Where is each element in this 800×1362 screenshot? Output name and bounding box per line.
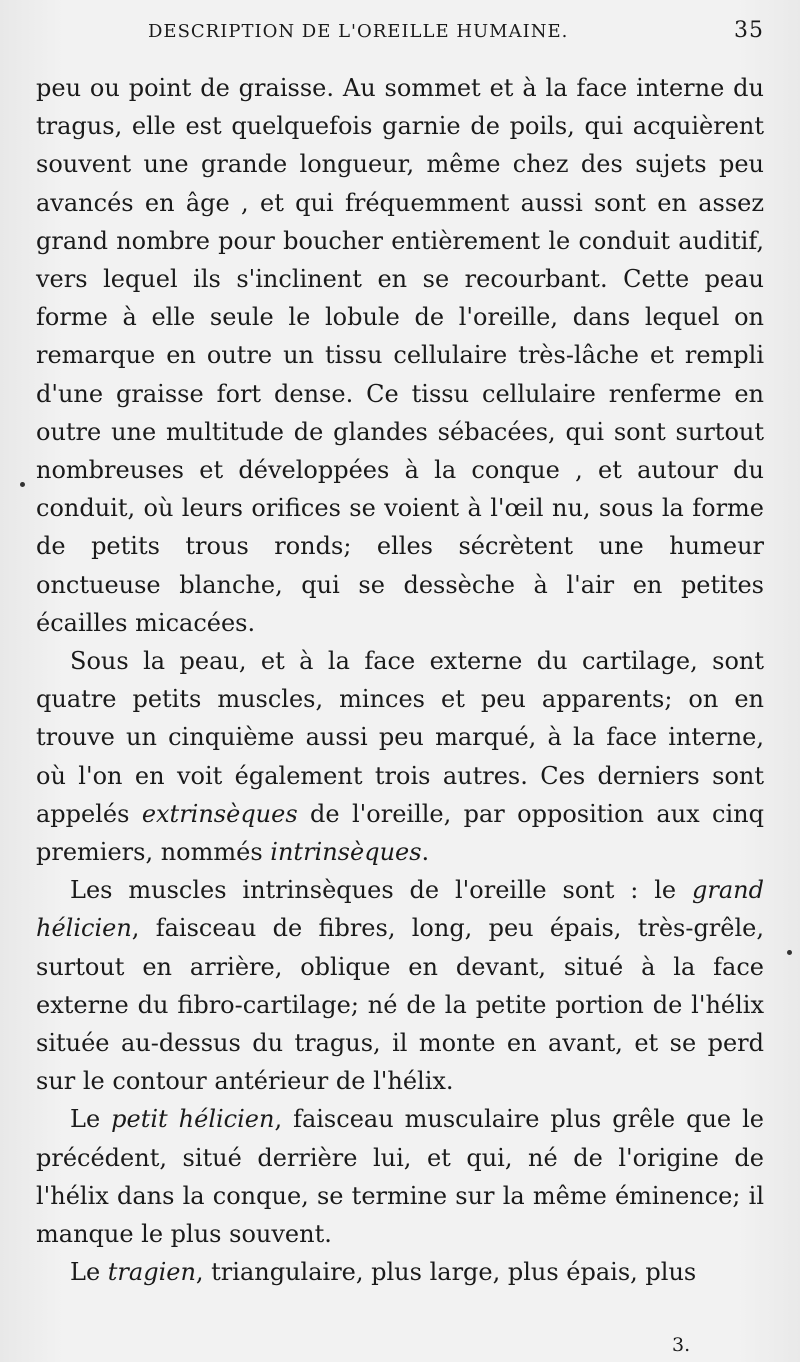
text-segment: Le	[70, 1105, 112, 1134]
paragraph-3	[36, 871, 764, 1100]
paragraph-4	[36, 1100, 764, 1253]
text-segment: , triangulaire, plus large, plus épais, plus	[195, 1258, 697, 1287]
page-number: 35	[734, 18, 764, 43]
text-segment: , faisceau de fibres, long, peu épais, très-grêle, surtout en arrière, oblique en devant, situé à la face externe du fibro-cartilage; né de la petite portion de l'hélix située au-dessus du tragus, il monte en avant, et se perd sur le contour antérieur de l'hélix.	[36, 914, 764, 1096]
text-segment: , faisceau musculaire plus grêle que le précédent, situé derrière lui, et qui, né de l'origine de l'hélix dans la conque, se termine sur la même éminence; il manque le plus souvent.	[36, 1105, 764, 1249]
text-segment: Le	[70, 1258, 108, 1287]
italic-term-intrinseques: intrinsèques	[270, 838, 422, 867]
running-title: DESCRIPTION DE L'OREILLE HUMAINE.	[148, 21, 569, 42]
paragraph-2	[36, 642, 764, 871]
text-segment: de l'oreille, par opposition aux cinq premiers, nommés	[36, 799, 764, 867]
text-segment: .	[421, 838, 430, 867]
page-header	[36, 18, 764, 46]
paragraph-1	[36, 69, 764, 642]
signature-mark: 3.	[672, 1334, 691, 1356]
italic-term-petit-helicien: petit hélicien	[111, 1105, 275, 1134]
paragraph-5	[36, 1253, 764, 1291]
text-segment: peu ou point de graisse. Au sommet et à la face interne du tragus, elle est quelquefois garnie de poils, qui acquièrent souvent une grande longueur, même chez des sujets peu avancés en âge , et qui fréquemment aussi sont en assez grand nombre pour boucher entièrement le conduit auditif, vers lequel ils s'inclinent en se recourbant. Cette peau forme à elle seule le lobule de l'oreille, dans lequel on remarque en outre un tissu cellulaire très-lâche et rempli d'une graisse fort dense. Ce tissu cellulaire renferme en outre une multitude de glandes sébacées, qui sont surtout nombreuses et développées à la conque , et autour du conduit, où leurs orifices se voient à l'œil nu, sous la forme de petits trous ronds; elles sécrètent une humeur onctueuse blanche, qui se dessèche à l'air en petites écailles micacées.	[36, 74, 764, 637]
ink-speck	[20, 482, 25, 487]
ink-speck	[787, 950, 792, 955]
text-segment: Les muscles intrinsèques de l'oreille sont : le	[70, 876, 693, 905]
italic-term-extrinseques: extrinsèques	[141, 799, 298, 828]
text-segment: Sous la peau, et à la face externe du cartilage, sont quatre petits muscles, minces et peu apparents; on en trouve un cinquième aussi peu marqué, à la face interne, où l'on en voit également trois autres. Ces derniers sont appelés	[36, 647, 764, 828]
italic-term-tragien: tragien	[107, 1258, 196, 1287]
body-text	[36, 69, 764, 1292]
italic-term-grand-helicien: grand hélicien	[36, 876, 764, 943]
